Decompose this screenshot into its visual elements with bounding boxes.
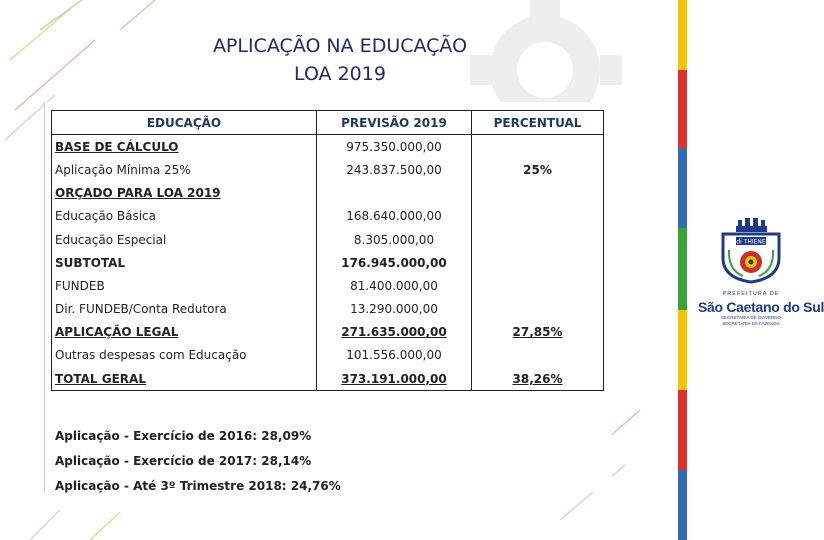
department-governo: SECRETARIA DE GOVERNO xyxy=(721,315,781,320)
table-row xyxy=(52,367,604,391)
city-name: São Caetano do Sul xyxy=(698,299,824,315)
slide-title xyxy=(150,32,530,88)
row-value: 373.191.000,00 xyxy=(317,367,472,391)
stripe-green xyxy=(678,228,687,310)
row-percent xyxy=(472,182,604,205)
table-row xyxy=(52,251,604,274)
row-percent xyxy=(472,228,604,251)
table-header-row xyxy=(52,111,604,135)
stripe-red-2 xyxy=(678,390,687,470)
department-fazenda: SECRETARIA DA FAZENDA xyxy=(722,321,780,326)
row-value: 271.635.000,00 xyxy=(317,321,472,344)
stripe-red xyxy=(678,70,687,148)
table-row xyxy=(52,182,604,205)
row-percent xyxy=(472,135,604,159)
row-label: FUNDEB xyxy=(52,274,317,297)
row-label: Dir. FUNDEB/Conta Redutora xyxy=(52,298,317,321)
row-label: Aplicação Mínima 25% xyxy=(52,158,317,181)
budget-panel xyxy=(44,102,612,492)
header-previsao: PREVISÃO 2019 xyxy=(317,111,472,135)
table-row xyxy=(52,205,604,228)
row-value: 101.556.000,00 xyxy=(317,344,472,367)
table-row xyxy=(52,158,604,181)
note-2016: Aplicação - Exercício de 2016: 28,09% xyxy=(55,429,312,443)
row-value: 81.400.000,00 xyxy=(317,274,472,297)
row-percent: 25% xyxy=(472,158,604,181)
row-label: Educação Básica xyxy=(52,205,317,228)
title-line-1: APLICAÇÃO NA EDUCAÇÃO xyxy=(212,35,468,57)
stripe-blue-2 xyxy=(678,470,687,540)
note-2018: Aplicação - Até 3º Trimestre 2018: 24,76% xyxy=(55,479,341,493)
row-value: 8.305.000,00 xyxy=(317,228,472,251)
stripe-blue xyxy=(678,148,687,228)
row-percent: 38,26% xyxy=(472,367,604,391)
row-percent xyxy=(472,298,604,321)
row-label: TOTAL GERAL xyxy=(52,367,317,391)
table-row xyxy=(52,298,604,321)
row-percent xyxy=(472,344,604,367)
stripe-yellow-2 xyxy=(678,310,687,390)
row-percent: 27,85% xyxy=(472,321,604,344)
color-stripes xyxy=(678,0,687,540)
application-notes xyxy=(55,424,341,499)
title-line-2: LOA 2019 xyxy=(294,63,386,85)
table-row xyxy=(52,321,604,344)
row-label: Educação Especial xyxy=(52,228,317,251)
stripe-yellow xyxy=(678,0,687,70)
city-logo xyxy=(698,218,824,327)
table-row xyxy=(52,344,604,367)
prefeitura-label: PREFEITURA DE xyxy=(722,291,780,297)
row-label: ORÇADO PARA LOA 2019 xyxy=(52,182,317,205)
table-row xyxy=(52,135,604,159)
coat-of-arms-icon xyxy=(698,218,804,284)
row-label: BASE DE CÁLCULO xyxy=(52,135,317,159)
row-value: 243.837.500,00 xyxy=(317,158,472,181)
row-value: 168.640.000,00 xyxy=(317,205,472,228)
emblem-label: di THIENE xyxy=(736,238,766,246)
row-percent xyxy=(472,274,604,297)
table-row xyxy=(52,228,604,251)
row-value: 975.350.000,00 xyxy=(317,135,472,159)
row-label: APLICAÇÃO LEGAL xyxy=(52,321,317,344)
budget-table xyxy=(51,110,604,391)
row-label: SUBTOTAL xyxy=(52,251,317,274)
row-label: Outras despesas com Educação xyxy=(52,344,317,367)
row-value xyxy=(317,182,472,205)
table-row xyxy=(52,274,604,297)
header-educacao: EDUCAÇÃO xyxy=(52,111,317,135)
row-value: 13.290.000,00 xyxy=(317,298,472,321)
row-percent xyxy=(472,205,604,228)
row-percent xyxy=(472,251,604,274)
header-percentual: PERCENTUAL xyxy=(472,111,604,135)
note-2017: Aplicação - Exercício de 2017: 28,14% xyxy=(55,454,312,468)
row-value: 176.945.000,00 xyxy=(317,251,472,274)
